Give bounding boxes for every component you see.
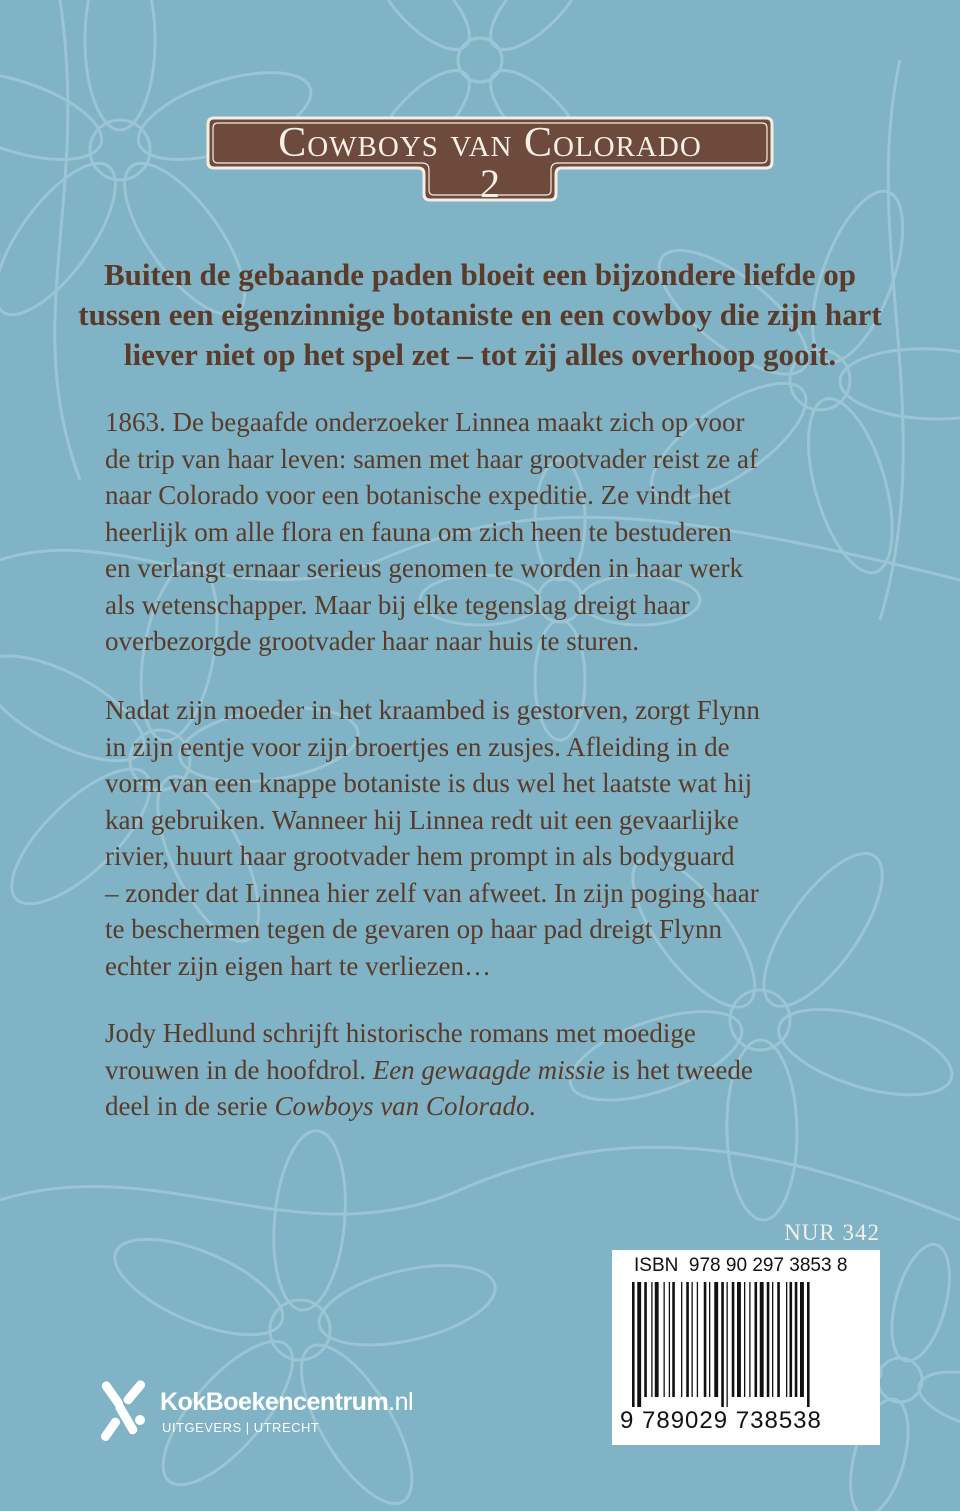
isbn-number: 978 90 297 3853 8 bbox=[688, 1255, 848, 1276]
text-line: kan gebruiken. Wanneer hij Linnea redt uit een gevaarlijke bbox=[105, 804, 739, 835]
barcode-bar bbox=[807, 1282, 810, 1407]
publisher-logo bbox=[100, 1372, 460, 1452]
barcode-bar bbox=[800, 1282, 804, 1397]
barcode-bar bbox=[790, 1282, 793, 1397]
text-line: vrouwen in de hoofdrol. bbox=[105, 1054, 373, 1085]
barcode-bar bbox=[772, 1282, 773, 1397]
text-line: naar Colorado voor een botanische expeditie. Ze vindt het bbox=[105, 480, 732, 510]
text-line: 1863. De begaafde onderzoeker Linnea maakt zich op voor bbox=[105, 407, 745, 437]
publisher-name-tld: .nl bbox=[388, 1388, 414, 1416]
text-line: heerlijk om alle flora en fauna om zich heen te bestuderen bbox=[105, 516, 732, 547]
text-line: is het tweede bbox=[605, 1054, 753, 1085]
text-line: de trip van haar leven: samen met haar grootvader reist ze af bbox=[105, 443, 758, 474]
blurb-paragraph-1 bbox=[105, 404, 885, 660]
book-title: Een gewaagde missie bbox=[372, 1054, 606, 1085]
barcode-bar bbox=[727, 1282, 728, 1407]
barcode-bar bbox=[686, 1282, 689, 1397]
barcode-bar bbox=[664, 1282, 665, 1397]
tagline-line: liever niet op het spel zet – tot zij alles overhoop gooit. bbox=[123, 337, 837, 372]
barcode-bar bbox=[669, 1282, 670, 1397]
barcode-bar bbox=[777, 1282, 780, 1397]
barcode-bar bbox=[709, 1282, 710, 1397]
text-line: echter zijn eigen hart te verliezen… bbox=[105, 950, 492, 981]
barcode-bars bbox=[630, 1282, 862, 1407]
text-line: in zijn eentje voor zijn broertjes en zusjes. Afleiding in de bbox=[105, 731, 730, 762]
ean-digits: 9 789029 738538 bbox=[620, 1407, 822, 1434]
barcode-bar bbox=[721, 1282, 724, 1407]
text-line: deel in de serie bbox=[105, 1091, 275, 1121]
barcode-bar bbox=[697, 1282, 698, 1397]
text-line: rivier, huurt haar grootvader hem prompt in als bodyguard bbox=[105, 841, 735, 871]
barcode-bar bbox=[795, 1282, 798, 1397]
barcode-bar bbox=[681, 1282, 682, 1397]
barcode-bar bbox=[744, 1282, 745, 1397]
barcode-box bbox=[612, 1250, 880, 1445]
isbn-line bbox=[634, 1255, 874, 1277]
barcode-bar bbox=[651, 1282, 652, 1397]
barcode-bar bbox=[637, 1282, 641, 1407]
text-line: – zonder dat Linnea hier zelf van afweet. In zijn poging haar bbox=[105, 877, 759, 908]
isbn-label: ISBN bbox=[634, 1255, 679, 1276]
publisher-subtitle: UITGEVERS | UTRECHT bbox=[162, 1420, 320, 1435]
barcode-bar bbox=[672, 1282, 675, 1397]
barcode-bar bbox=[760, 1282, 764, 1397]
publisher-name bbox=[160, 1388, 413, 1417]
tagline-line: Buiten de gebaande paden bloeit een bijzondere liefde op bbox=[103, 257, 857, 292]
author-paragraph bbox=[105, 1015, 885, 1125]
tagline bbox=[60, 255, 900, 375]
barcode-bar bbox=[749, 1282, 750, 1397]
barcode-bar bbox=[767, 1282, 770, 1397]
text-line: en verlangt ernaar serieus genomen te worden in haar werk bbox=[105, 553, 743, 583]
barcode-bar bbox=[655, 1282, 659, 1397]
barcode-bar bbox=[755, 1282, 758, 1397]
barcode-bar bbox=[644, 1282, 647, 1397]
series-title: Cowboys van Colorado bbox=[278, 120, 702, 166]
text-line: vorm van een knappe botaniste is dus wel het laatste wat hij bbox=[105, 768, 753, 798]
barcode-bar bbox=[632, 1282, 635, 1407]
text-line: Nadat zijn moeder in het kraambed is gestorven, zorgt Flynn bbox=[105, 695, 760, 725]
publisher-name-main: KokBoekencentrum bbox=[160, 1388, 389, 1416]
series-number: 2 bbox=[480, 161, 500, 206]
tagline-line: tussen een eigenzinnige botaniste en een cowboy die zijn hart bbox=[78, 297, 882, 332]
barcode-bar bbox=[786, 1282, 787, 1397]
text-line: als wetenschapper. Maar bij elke tegenslag dreigt haar bbox=[105, 589, 690, 620]
barcode-bar bbox=[692, 1282, 693, 1397]
blurb-paragraph-2 bbox=[105, 692, 885, 984]
publisher-mark-icon bbox=[100, 1372, 156, 1448]
nur-code: NUR 342 bbox=[784, 1220, 880, 1245]
text-line: overbezorgde grootvader haar naar huis te sturen. bbox=[105, 626, 640, 656]
text-line: te beschermen tegen de gevaren op haar pad dreigt Flynn bbox=[105, 914, 723, 944]
series-name: Cowboys van Colorado. bbox=[274, 1091, 537, 1121]
text-line: Jody Hedlund schrijft historische romans met moedige bbox=[105, 1018, 696, 1048]
barcode-bar bbox=[704, 1282, 707, 1397]
series-banner bbox=[200, 110, 780, 208]
barcode-bar bbox=[714, 1282, 718, 1397]
barcode-bar bbox=[737, 1282, 741, 1397]
barcode-bar bbox=[732, 1282, 735, 1397]
